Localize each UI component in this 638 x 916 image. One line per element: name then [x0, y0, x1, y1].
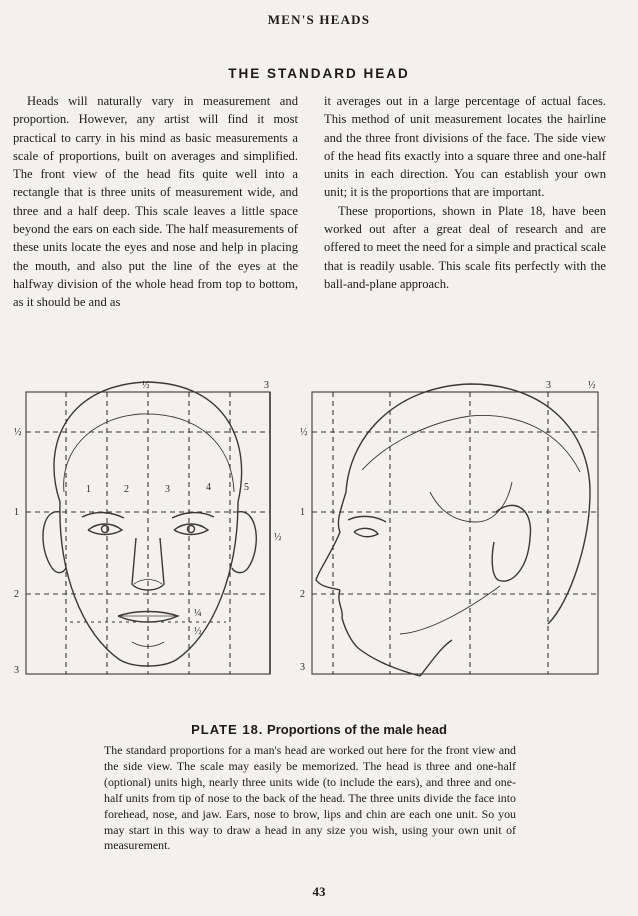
front-label-col-2: 2: [124, 484, 129, 495]
front-label-three-top: 3: [264, 380, 269, 391]
front-view-head: [43, 382, 256, 666]
front-label-half-right: ½: [274, 532, 282, 543]
text-column-right: [324, 92, 606, 293]
side-view-head: [316, 384, 590, 676]
front-label-three-left: 3: [14, 665, 19, 676]
section-title: THE STANDARD HEAD: [228, 66, 410, 81]
body-paragraph: These proportions, shown in Plate 18, have been worked out after a great deal of research and are offered to meet the need for a simple and practical scale that is readily usable. This scale fits perfectly with the ball-and-plane approach.: [324, 203, 606, 291]
front-label-half-left: ½: [14, 427, 22, 438]
plate-label: PLATE 18.: [191, 722, 264, 737]
side-label-three-left: 3: [300, 662, 305, 673]
caption-body: The standard proportions for a man's head are worked out here for the front view and the side view. The scale may easily be memorized. The head is three and one-half (optional) units high, nearly three units wide (to include the ears), and three and one-half units from tip of nose to the back of the head. The three units divide the face into forehead, nose, and jaw. Ears, nose to brow, lips and chin are each one unit. So you may start in this way to draw a head in any size you wish, using your own unit of measurement.: [104, 743, 516, 853]
body-paragraph: it averages out in a large percentage of actual faces. This method of unit measurement locates the hairline and the three front divisions of the face. The side view of the head fits exactly into a square three and one-half units in each direction. You can establish your own unit; it is the proportions that are important.: [324, 94, 606, 200]
front-label-half-chin: ½: [194, 626, 202, 637]
side-label-one-left: 1: [300, 507, 305, 518]
body-paragraph: Heads will naturally vary in measurement and proportion. However, any artist will find it most practical to carry in his mind as basic measurements a scale of proportions, built on averages and simplified. The front view of the head fits quite well into a rectangle that is three units of measurement wide, and three and a half deep. This scale leaves a little space beyond the ears on each side. The half measurements of these units locate the eyes and nose and help in placing the mouth, and also put the line of the eyes at the halfway division of the whole head from top to bottom, as it should be and as: [13, 94, 298, 310]
front-label-one-left: 1: [14, 507, 19, 518]
running-head: MEN'S HEADS: [267, 12, 371, 27]
front-label-col-5: 5: [244, 482, 249, 493]
side-label-half-left: ½: [300, 427, 308, 438]
front-view-grid: [26, 392, 270, 674]
side-label-two-left: 2: [300, 589, 305, 600]
side-label-three-top: 3: [546, 380, 551, 391]
page-number: 43: [312, 884, 326, 899]
text-column-left: [13, 92, 298, 312]
front-label-two-left: 2: [14, 589, 19, 600]
plate-18-illustration: [0, 372, 638, 702]
front-label-quarter-mouth: ¼: [194, 608, 202, 619]
front-label-col-1: 1: [86, 484, 91, 495]
front-label-col-4: 4: [206, 482, 211, 493]
front-label-half-top: ½: [142, 380, 150, 391]
plate-caption: [0, 722, 638, 737]
front-label-col-3: 3: [165, 484, 170, 495]
side-label-half-top: ½: [588, 380, 596, 391]
plate-description: Proportions of the male head: [267, 722, 447, 737]
